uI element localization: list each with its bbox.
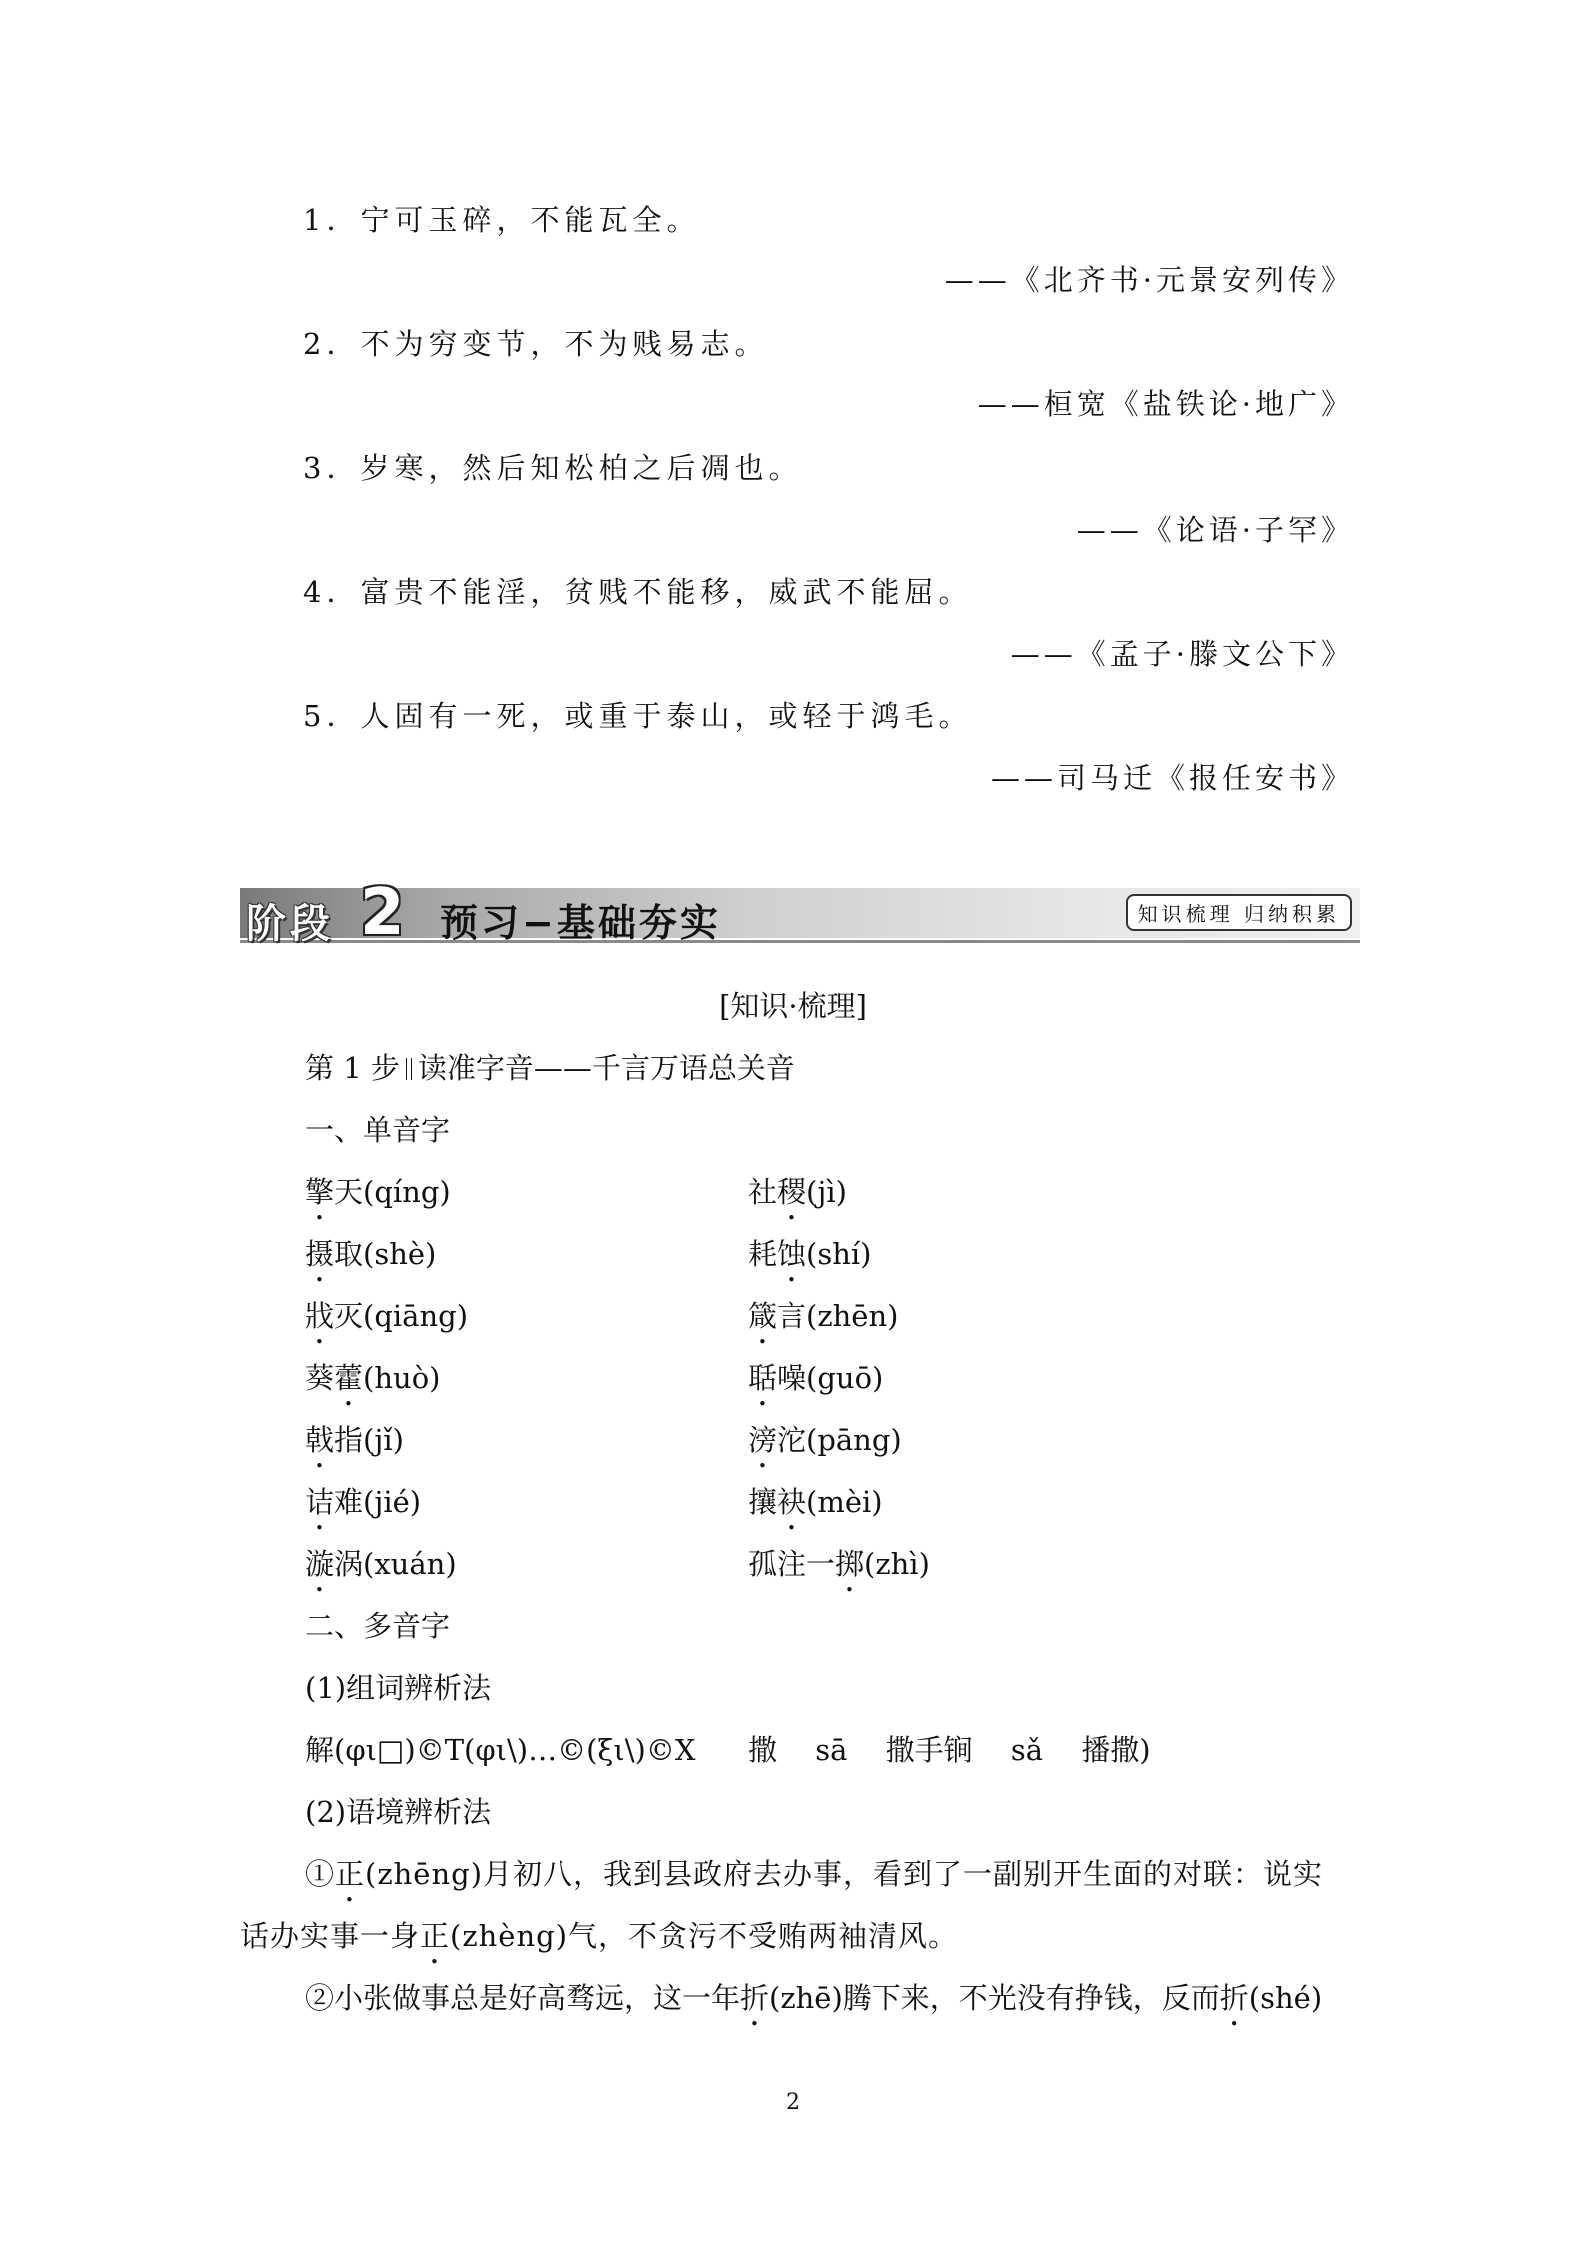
section-title: [知识·梳理]	[719, 989, 867, 1023]
quote-1: 1．宁可玉碎，不能瓦全。	[303, 203, 701, 237]
single-char-3: 戕灭(qiāng)	[305, 1299, 469, 1333]
single-char-1: 擎天(qíng)	[305, 1175, 451, 1209]
single-char-6: 诘难(jié)	[305, 1485, 422, 1519]
quote-4-source: ——《孟子·滕文公下》	[1010, 637, 1354, 671]
step-divider	[406, 1058, 412, 1080]
single-char-10: 箴言(zhēn)	[748, 1299, 899, 1333]
single-char-9: 耗蚀(shí)	[748, 1237, 872, 1271]
quote-1-source: ——《北齐书·元景安列传》	[944, 263, 1354, 297]
multi-char-heading: 二、多音字	[305, 1609, 451, 1643]
stage-label: 阶段	[246, 901, 334, 947]
single-char-11: 聒噪(guō)	[748, 1361, 884, 1395]
method-2-heading: (2)语境辨析法	[305, 1795, 492, 1829]
page-number: 2	[786, 2090, 800, 2115]
single-char-7: 漩涡(xuán)	[305, 1547, 457, 1581]
method-1-line-right: 撒 sā 撒手锏 sǎ 播撒)	[748, 1733, 1151, 1767]
banner-underline	[240, 940, 1360, 943]
single-char-13: 攘袂(mèi)	[748, 1485, 883, 1519]
method-1-line-left: 解(φι□)©T(φι\)…©(ξι\)©X	[305, 1733, 696, 1767]
quote-2-source: ——桓宽《盐铁论·地广》	[977, 387, 1354, 421]
stage-number: 2	[360, 876, 405, 950]
quote-5: 5．人固有一死，或重于泰山，或轻于鸿毛。	[303, 699, 973, 733]
single-char-2: 摄取(shè)	[305, 1237, 437, 1271]
paragraph-1-line-1: ①正(zhēng)月初八，我到县政府去办事，看到了一副别开生面的对联：说实	[305, 1857, 1324, 1891]
banner-title: 预习−基础夯实	[440, 901, 721, 945]
step-title: 读准字音——千言万语总关音	[417, 1051, 795, 1085]
single-char-12: 滂沱(pāng)	[748, 1423, 902, 1457]
single-char-8: 社稷(jì)	[748, 1175, 847, 1209]
single-char-5: 戟指(jǐ)	[305, 1423, 404, 1457]
banner-tag: 知识梳理 归纳积累	[1126, 894, 1352, 931]
quote-5-source: ——司马迁《报任安书》	[990, 761, 1354, 795]
paragraph-1-line-2: 话办实事一身正(zhèng)气，不贪污不受贿两袖清风。	[240, 1919, 959, 1953]
single-char-14: 孤注一掷(zhì)	[748, 1547, 930, 1581]
quote-3-source: ——《论语·子罕》	[1076, 513, 1354, 547]
single-char-heading: 一、单音字	[305, 1113, 451, 1147]
quote-3: 3．岁寒，然后知松柏之后凋也。	[303, 451, 803, 485]
method-1-heading: (1)组词辨析法	[305, 1671, 492, 1705]
step-line	[305, 1046, 795, 1087]
quote-2: 2．不为穷变节，不为贱易志。	[303, 327, 769, 361]
stage-banner	[240, 876, 1360, 950]
step-label: 第 1 步	[305, 1051, 400, 1085]
paragraph-2-line-1: ②小张做事总是好高骛远，这一年折(zhē)腾下来，不光没有挣钱，反而折(shé)	[305, 1981, 1323, 2015]
single-char-4: 葵藿(huò)	[305, 1361, 441, 1395]
quote-4: 4．富贵不能淫，贫贱不能移，威武不能屈。	[303, 575, 973, 609]
